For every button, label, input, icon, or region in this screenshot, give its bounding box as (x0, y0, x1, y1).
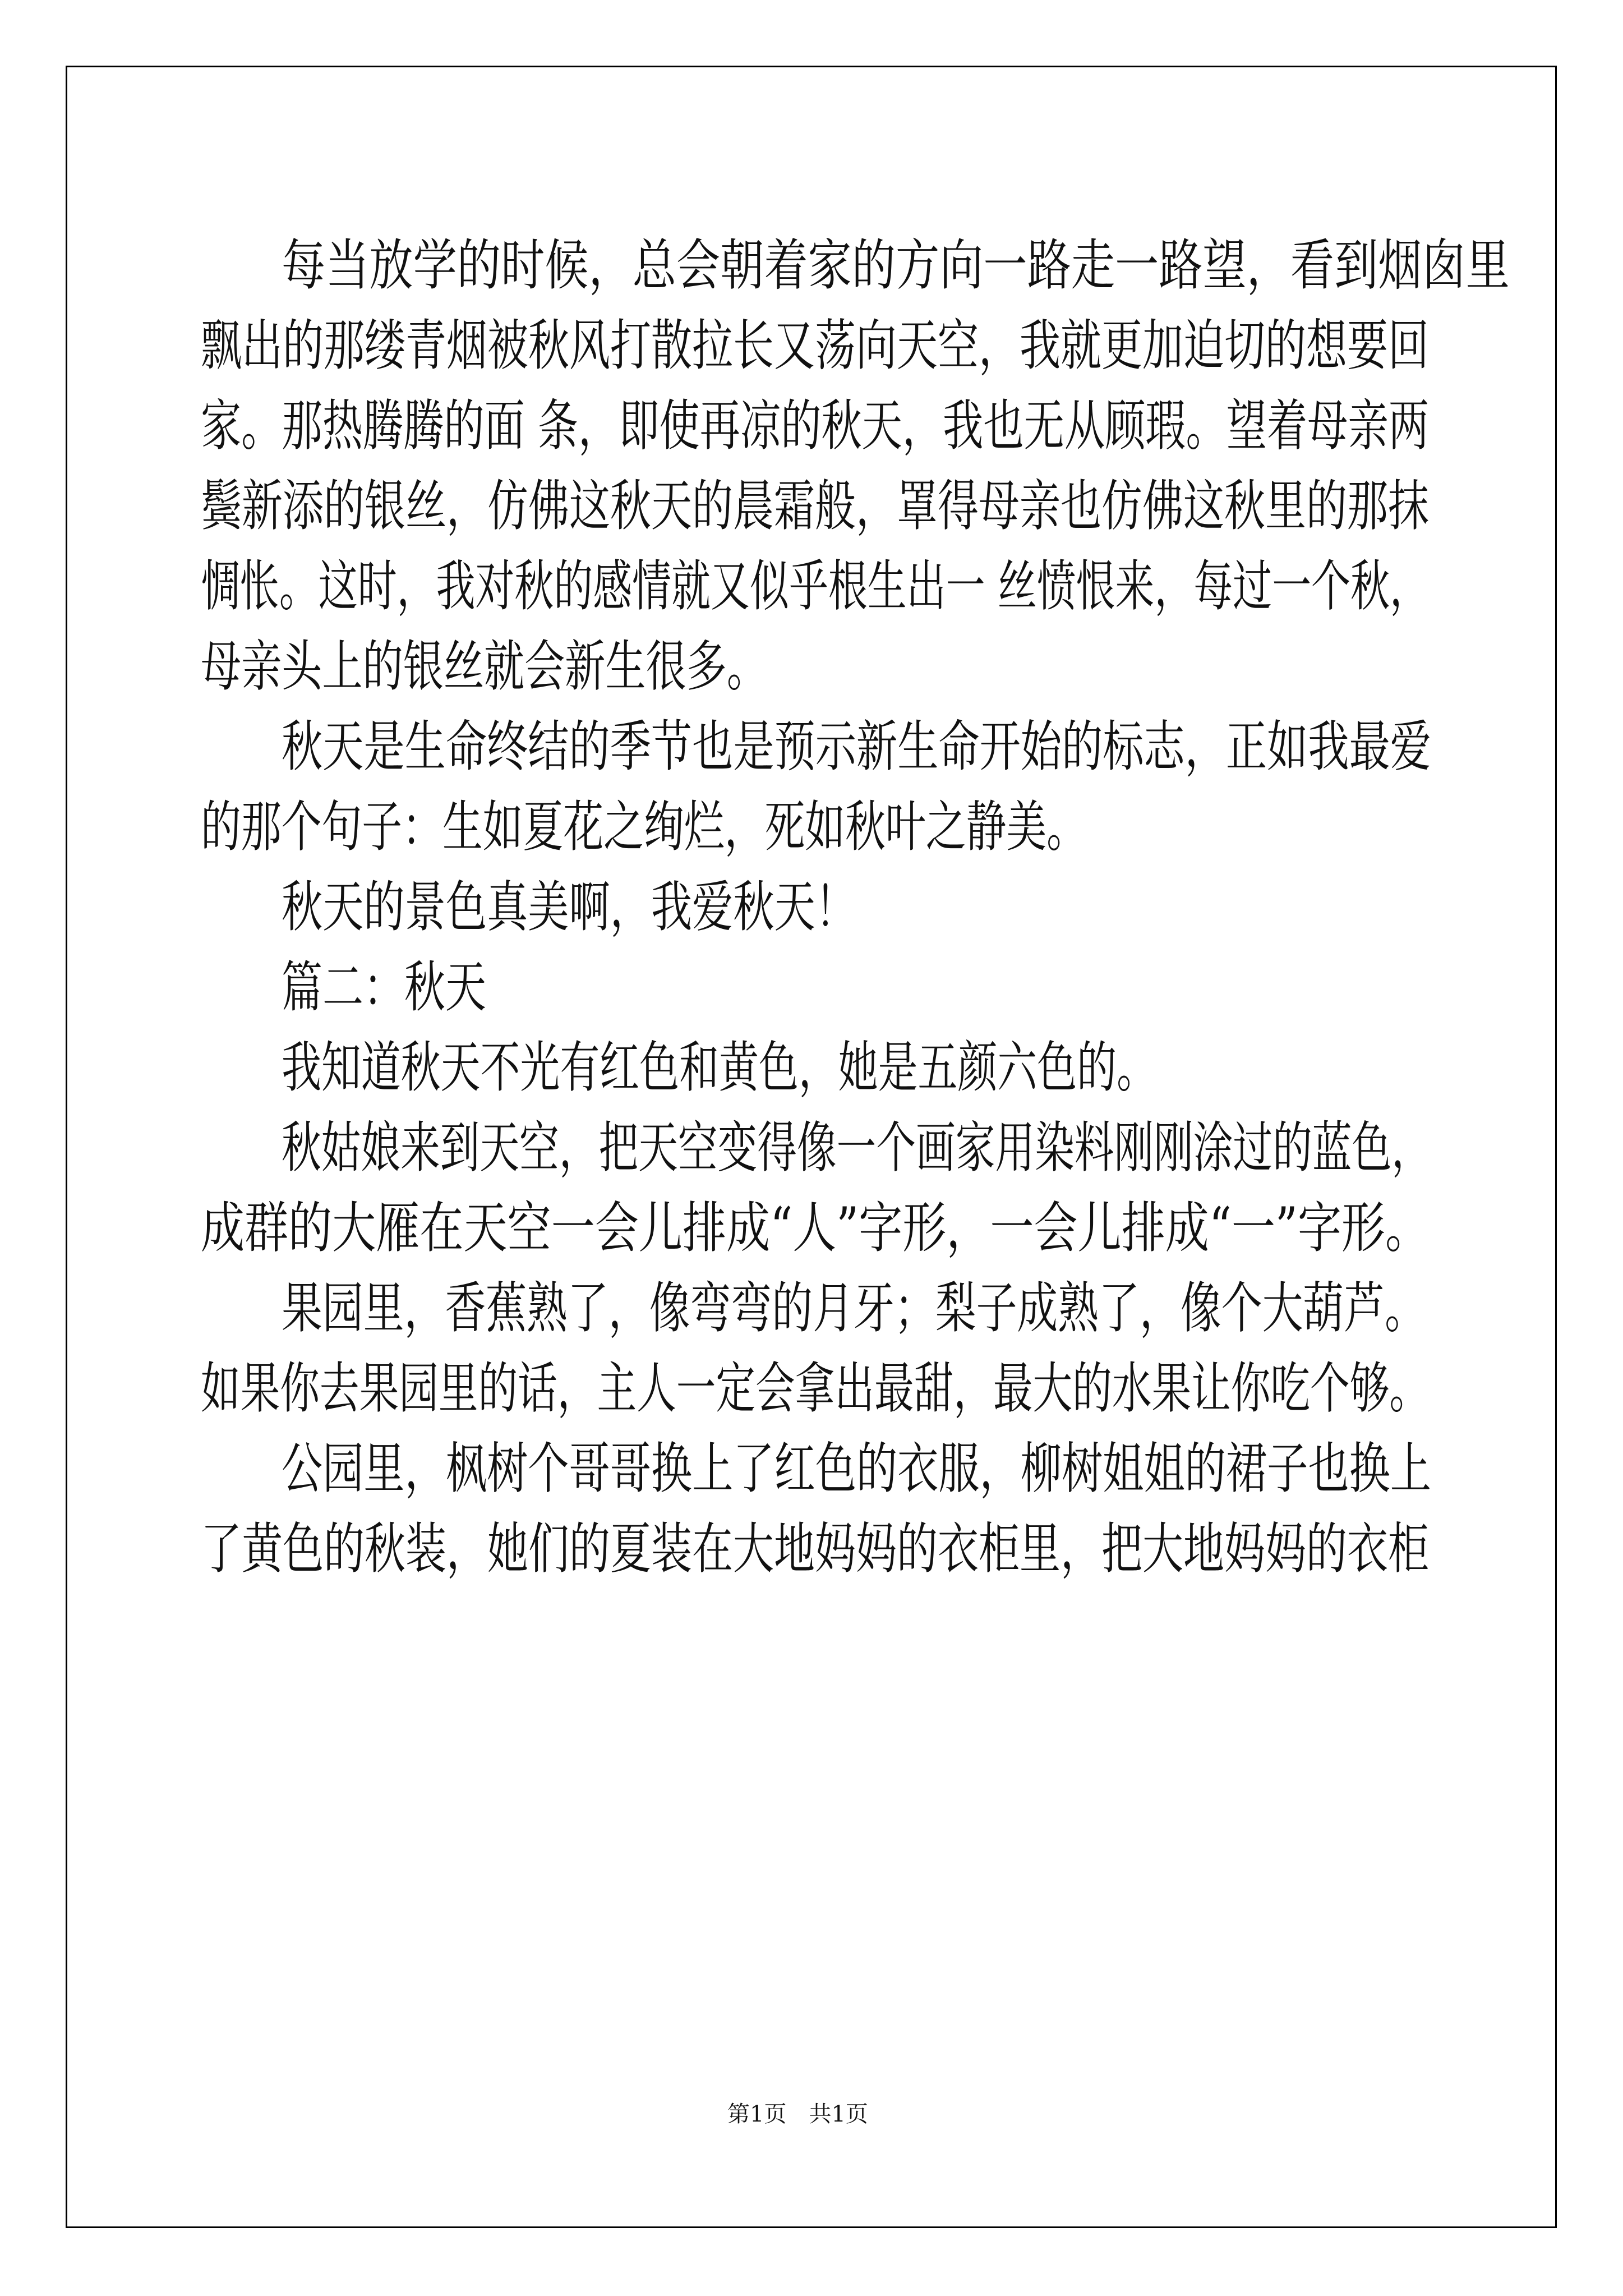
text-line: 秋天的景色真美啊，我爱秋天！ (282, 876, 856, 940)
text-line: 秋姑娘来到天空，把天空变得像一个画家用染料刚刚涂过的蓝色， (282, 1116, 1431, 1180)
text-line: 秋天是生命终结的季节也是预示新生命开始的标志，正如我最爱 (282, 715, 1431, 779)
text-line: 母亲头上的银丝就会新生很多。 (201, 635, 767, 699)
text-line: 家。那热腾腾的面 条，即使再凉的秋天，我也无从顾瑕。望着母亲两 (201, 394, 1429, 458)
text-line: 飘出的那缕青烟被秋风打散拉长又荡向天空，我就更加迫切的想要回 (201, 314, 1429, 378)
text-line: 如果你去果园里的话，主人一定会拿出最甜，最大的水果让你吃个够。 (201, 1357, 1429, 1421)
text-line: 我知道秋天不光有红色和黄色，她是五颜六色的。 (282, 1036, 1156, 1100)
page-footer: 第1页 共1页 (727, 2101, 868, 2127)
section-heading: 篇二：秋天 (282, 956, 486, 1020)
text-line: 公园里，枫树个哥哥换上了红色的衣服，柳树姐姐的裙子也换上 (282, 1437, 1431, 1501)
text-line: 鬓新添的银丝，仿佛这秋天的晨霜般，罩得母亲也仿佛这秋里的那抹 (201, 475, 1429, 539)
text-line: 果园里，香蕉熟了，像弯弯的月牙；梨子成熟了，像个大葫芦。 (282, 1277, 1426, 1341)
text-line: 成群的大雁在天空一会儿排成“人”字形，一会儿排成“一”字形。 (201, 1197, 1430, 1260)
text-line: 惆怅。这时，我对秋的感情就又似乎根生出一 丝愤恨来，每过一个秋， (201, 555, 1429, 619)
text-line: 了黄色的秋装，她们的夏装在大地妈妈的衣柜里，把大地妈妈的衣柜 (201, 1517, 1429, 1581)
text-line: 的那个句子：生如夏花之绚烂，死如秋叶之静美。 (201, 795, 1087, 859)
text-line: 每当放学的时候，总会朝着家的方向一路走一路望，看到烟囱里 (282, 234, 1510, 298)
